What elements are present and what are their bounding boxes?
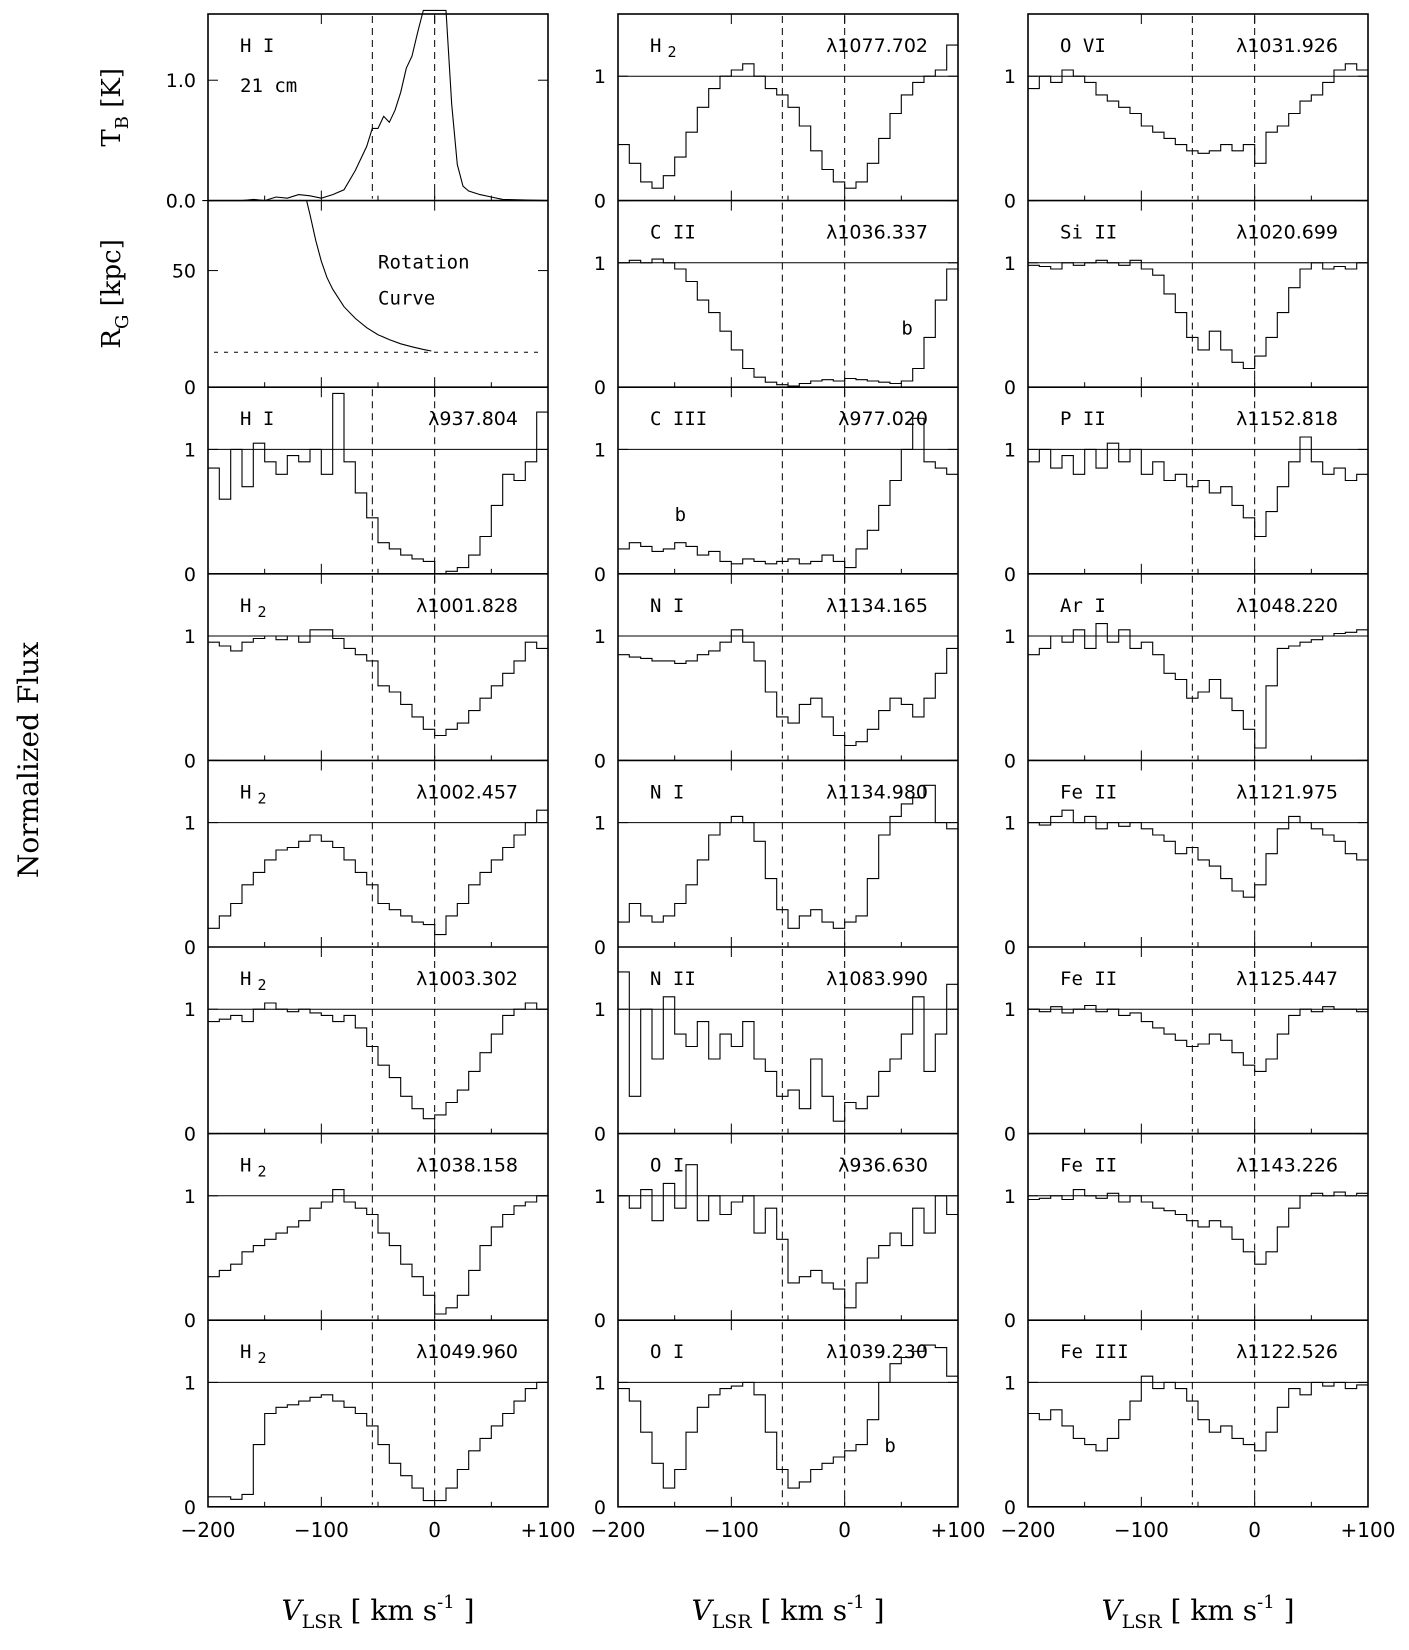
x-label-unit: [ km s bbox=[341, 1594, 438, 1627]
y-tick-label: 1 bbox=[593, 812, 606, 835]
y-tick-label: 0 bbox=[593, 377, 606, 400]
panel-1-7 bbox=[184, 1134, 548, 1333]
panel-species-label: H $_2$ bbox=[650, 35, 677, 61]
rotation-label: Rotation bbox=[378, 251, 470, 274]
panel-species-label: H I bbox=[240, 408, 275, 431]
flux-spectrum bbox=[1028, 1006, 1368, 1072]
panel-line-label: λ1077.702 bbox=[826, 35, 928, 57]
y-tick-label: 0 bbox=[183, 937, 196, 959]
y-tick-label: 0 bbox=[1003, 750, 1016, 773]
panel-1-8 bbox=[184, 1320, 548, 1519]
flux-spectrum bbox=[618, 785, 958, 928]
y-tick-label: 0 bbox=[593, 190, 606, 213]
y-tick-label: 0 bbox=[593, 1123, 606, 1146]
y-tick-label: 50 bbox=[171, 260, 196, 283]
panel-species-label: P II bbox=[1060, 408, 1106, 431]
x-tick-label: −100 bbox=[703, 1517, 759, 1542]
panel-line-label: λ1001.828 bbox=[416, 594, 518, 617]
y-tick-label: 0 bbox=[183, 1123, 196, 1146]
panel-2-2 bbox=[594, 201, 958, 400]
y-tick-label: 1 bbox=[1003, 1372, 1016, 1395]
panel-species-label: Si II bbox=[1060, 221, 1118, 244]
x-label-exponent: -1 bbox=[847, 1592, 865, 1613]
y-tick-label: 0 bbox=[1003, 937, 1016, 959]
flux-spectrum bbox=[618, 45, 958, 188]
flux-spectrum bbox=[208, 630, 548, 736]
panel-species-label: H $_2$ bbox=[240, 968, 267, 994]
column-2 bbox=[591, 14, 986, 1633]
y-tick-label: 1 bbox=[183, 1372, 196, 1395]
blend-annotation: b bbox=[901, 317, 913, 340]
flux-spectrum bbox=[618, 1345, 958, 1488]
y-tick-label: 1 bbox=[183, 439, 196, 462]
panel-line-label: λ1036.337 bbox=[826, 221, 928, 244]
y-tick-label: 0 bbox=[1003, 190, 1016, 213]
y-tick-label: 1 bbox=[183, 1185, 196, 1208]
x-label-exponent: -1 bbox=[437, 1592, 455, 1613]
panel-line-label: 21 cm bbox=[240, 75, 298, 97]
x-label-main: V bbox=[281, 1594, 302, 1627]
panel-species-label: Fe III bbox=[1060, 1341, 1129, 1364]
x-label-main: V bbox=[691, 1594, 712, 1627]
blend-annotation: b bbox=[674, 504, 687, 527]
panel-line-label: λ1121.975 bbox=[1236, 781, 1338, 804]
species-subscript: 2 bbox=[257, 1162, 267, 1181]
y-tick-label: 0 bbox=[183, 1310, 196, 1333]
panel-species-label: N I bbox=[650, 781, 685, 804]
y-axis-title: Normalized Flux bbox=[12, 641, 45, 879]
y-tick-label: 1 bbox=[593, 1185, 606, 1208]
panel-y-axis-label bbox=[97, 239, 133, 348]
y-tick-label: 0 bbox=[1003, 563, 1016, 586]
y-label-main: R bbox=[97, 329, 127, 349]
y-tick-label: 1 bbox=[1003, 812, 1016, 835]
species-subscript: 2 bbox=[257, 602, 267, 621]
y-tick-label: 1 bbox=[593, 1372, 606, 1395]
y-tick-label: 1 bbox=[593, 626, 606, 648]
y-tick-label: 0.0 bbox=[165, 190, 196, 213]
x-tick-label: −200 bbox=[1000, 1517, 1056, 1542]
panel-line-label: λ1038.158 bbox=[416, 1154, 518, 1177]
flux-spectrum bbox=[1028, 1376, 1368, 1451]
x-tick-label: −200 bbox=[590, 1517, 646, 1542]
panel-line-label: λ1039.230 bbox=[826, 1341, 928, 1364]
y-tick-label: 0 bbox=[593, 937, 606, 959]
y-tick-label: 1 bbox=[183, 999, 196, 1022]
x-tick-label: 0 bbox=[428, 1517, 442, 1542]
panel-species-label: Fe II bbox=[1060, 781, 1118, 804]
panel-1-1 bbox=[97, 10, 548, 212]
flux-spectrum bbox=[1028, 64, 1368, 164]
flux-spectrum bbox=[1028, 1190, 1368, 1265]
panels-root bbox=[97, 10, 1395, 1633]
panel-species-label: N II bbox=[650, 968, 696, 990]
x-tick-label: −100 bbox=[293, 1517, 349, 1542]
x-axis-title bbox=[691, 1592, 884, 1633]
panel-line-label: λ1003.302 bbox=[416, 968, 518, 990]
panel-3-5 bbox=[1004, 760, 1368, 959]
panel-1-6 bbox=[184, 947, 548, 1146]
panel-species-label: H $_2$ bbox=[240, 1154, 267, 1181]
flux-spectrum bbox=[618, 630, 958, 746]
x-label-close: ] bbox=[1274, 1594, 1295, 1627]
y-tick-label: 1 bbox=[1003, 999, 1016, 1022]
x-label-exponent: -1 bbox=[1257, 1592, 1275, 1613]
panel-2-7 bbox=[594, 1134, 958, 1333]
panel-y-axis-label bbox=[97, 68, 133, 147]
species-subscript: 2 bbox=[257, 1349, 267, 1368]
x-axis-title bbox=[281, 1592, 474, 1633]
y-tick-label: 1 bbox=[1003, 252, 1016, 275]
panel-1-2 bbox=[97, 201, 548, 400]
y-tick-label: 0 bbox=[593, 563, 606, 586]
blend-annotation: b bbox=[884, 1435, 896, 1458]
y-label-unit: [K] bbox=[97, 68, 127, 117]
rotation-curve-line bbox=[307, 201, 432, 351]
panel-line-label: λ1125.447 bbox=[1236, 968, 1338, 990]
y-tick-label: 0 bbox=[593, 1496, 606, 1519]
panel-species-label: C III bbox=[650, 408, 708, 431]
rotation-label: Curve bbox=[378, 287, 436, 310]
panel-species-label: H I bbox=[240, 35, 275, 57]
y-tick-label: 1 bbox=[1003, 626, 1016, 648]
panel-line-label: λ977.020 bbox=[838, 408, 928, 431]
panel-line-label: λ1143.226 bbox=[1236, 1154, 1338, 1177]
y-label-main: T bbox=[97, 129, 127, 147]
y-tick-label: 1 bbox=[1003, 439, 1016, 462]
x-tick-label: −200 bbox=[180, 1517, 236, 1542]
panel-2-4 bbox=[594, 574, 958, 773]
x-label-subscript: LSR bbox=[1121, 1611, 1162, 1633]
panel-2-6 bbox=[594, 947, 958, 1146]
panel-species-label: C II bbox=[650, 221, 696, 244]
x-label-unit: [ km s bbox=[751, 1594, 848, 1627]
x-label-close: ] bbox=[864, 1594, 885, 1627]
panel-line-label: λ1049.960 bbox=[416, 1341, 518, 1364]
x-label-subscript: LSR bbox=[301, 1611, 342, 1633]
panel-2-1 bbox=[594, 14, 958, 213]
panel-3-6 bbox=[1004, 947, 1368, 1146]
panel-2-8 bbox=[594, 1320, 958, 1519]
y-tick-label: 0 bbox=[183, 1496, 196, 1519]
x-tick-label: +100 bbox=[1340, 1517, 1396, 1542]
panel-species-label: O I bbox=[650, 1341, 685, 1364]
flux-spectrum bbox=[618, 972, 958, 1121]
panel-line-label: λ1134.980 bbox=[826, 781, 928, 804]
x-tick-label: +100 bbox=[520, 1517, 576, 1542]
y-tick-label: 0 bbox=[1003, 1123, 1016, 1146]
column-3 bbox=[1001, 14, 1396, 1633]
y-tick-label: 0 bbox=[183, 377, 196, 400]
species-subscript: 2 bbox=[667, 43, 677, 61]
y-tick-label: 1 bbox=[1003, 1185, 1016, 1208]
panel-line-label: λ1048.220 bbox=[1236, 594, 1338, 617]
y-tick-label: 1 bbox=[1003, 66, 1016, 89]
y-label-subscript: G bbox=[112, 314, 133, 330]
x-axis-title bbox=[1101, 1592, 1294, 1633]
y-label-unit: [kpc] bbox=[97, 239, 127, 315]
x-tick-label: 0 bbox=[1248, 1517, 1262, 1542]
y-tick-label: 1 bbox=[183, 812, 196, 835]
panel-line-label: λ1134.165 bbox=[826, 594, 928, 617]
flux-spectrum bbox=[1028, 260, 1368, 368]
panel-species-label: N I bbox=[650, 594, 685, 617]
column-1 bbox=[97, 10, 575, 1633]
y-tick-label: 1 bbox=[593, 439, 606, 462]
flux-spectrum bbox=[208, 1003, 548, 1119]
panel-3-2 bbox=[1004, 201, 1368, 400]
species-subscript: 2 bbox=[257, 976, 267, 994]
panel-3-3 bbox=[1004, 387, 1368, 586]
x-tick-label: +100 bbox=[930, 1517, 986, 1542]
x-label-main: V bbox=[1101, 1594, 1122, 1627]
flux-spectrum bbox=[618, 1165, 958, 1308]
species-subscript: 2 bbox=[257, 789, 267, 808]
flux-spectrum bbox=[1028, 624, 1368, 748]
panel-species-label: O VI bbox=[1060, 35, 1106, 57]
panel-3-7 bbox=[1004, 1134, 1368, 1333]
y-tick-label: 1 bbox=[183, 626, 196, 648]
flux-spectrum bbox=[1028, 810, 1368, 897]
y-tick-label: 1.0 bbox=[165, 70, 196, 93]
y-tick-label: 0 bbox=[183, 563, 196, 586]
panel-line-label: λ1083.990 bbox=[826, 968, 928, 990]
flux-spectrum bbox=[618, 418, 958, 567]
panel-species-label: O I bbox=[650, 1154, 685, 1177]
y-tick-label: 0 bbox=[1003, 377, 1016, 400]
panel-3-4 bbox=[1004, 574, 1368, 773]
panel-1-3 bbox=[184, 387, 548, 586]
panel-3-8 bbox=[1004, 1320, 1368, 1519]
flux-spectrum bbox=[1028, 437, 1368, 537]
panel-line-label: λ1020.699 bbox=[1236, 221, 1338, 244]
panel-1-5 bbox=[184, 760, 548, 959]
flux-spectrum bbox=[208, 810, 548, 934]
panel-species-label: H $_2$ bbox=[240, 781, 267, 808]
panel-line-label: λ1152.818 bbox=[1236, 408, 1338, 431]
panel-species-label: Ar I bbox=[1060, 594, 1106, 617]
panel-line-label: λ1002.457 bbox=[416, 781, 518, 804]
panel-line-label: λ1031.926 bbox=[1236, 35, 1338, 57]
panel-line-label: λ936.630 bbox=[838, 1154, 928, 1177]
y-tick-label: 0 bbox=[1003, 1496, 1016, 1519]
y-tick-label: 1 bbox=[593, 252, 606, 275]
panel-species-label: H $_2$ bbox=[240, 594, 267, 621]
y-tick-label: 1 bbox=[593, 999, 606, 1022]
y-tick-label: 1 bbox=[593, 66, 606, 89]
panel-3-1 bbox=[1004, 14, 1368, 213]
x-label-unit: [ km s bbox=[1161, 1594, 1258, 1627]
panel-2-5 bbox=[594, 760, 958, 959]
y-tick-label: 0 bbox=[183, 750, 196, 773]
y-tick-label: 0 bbox=[593, 750, 606, 773]
panel-line-label: λ937.804 bbox=[428, 408, 518, 431]
panel-line-label: λ1122.526 bbox=[1236, 1341, 1338, 1364]
panel-1-4 bbox=[184, 574, 548, 773]
x-label-close: ] bbox=[454, 1594, 475, 1627]
panel-species-label: Fe II bbox=[1060, 1154, 1118, 1177]
panel-species-label: H $_2$ bbox=[240, 1341, 267, 1368]
flux-spectrum bbox=[208, 1382, 548, 1500]
panel-species-label: Fe II bbox=[1060, 968, 1118, 990]
x-tick-label: −100 bbox=[1113, 1517, 1169, 1542]
panel-2-3 bbox=[594, 387, 958, 586]
y-tick-label: 0 bbox=[593, 1310, 606, 1333]
x-label-subscript: LSR bbox=[711, 1611, 752, 1633]
y-label-subscript: B bbox=[112, 116, 133, 130]
flux-spectrum bbox=[208, 1190, 548, 1314]
x-tick-label: 0 bbox=[838, 1517, 852, 1542]
y-tick-label: 0 bbox=[1003, 1310, 1016, 1333]
